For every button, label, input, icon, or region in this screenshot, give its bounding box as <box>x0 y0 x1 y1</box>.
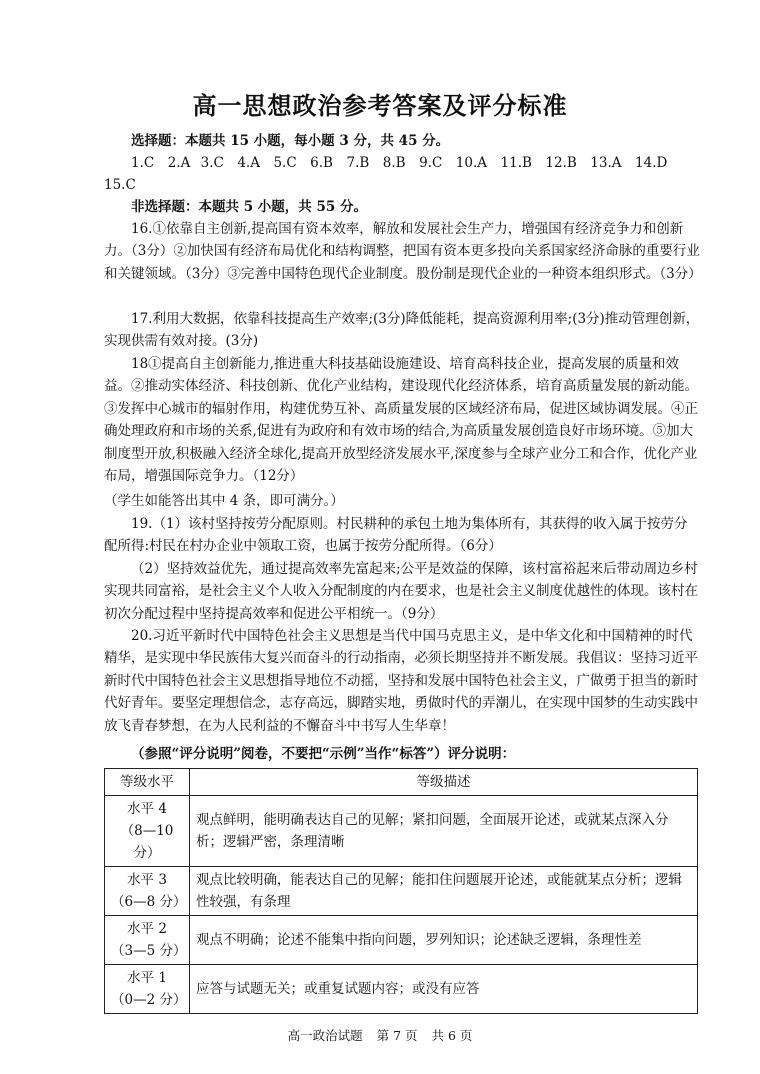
footer-page-number: 第 7 页 <box>376 1028 418 1043</box>
table-row <box>105 867 698 916</box>
rubric-level-desc: 观点鲜明，能明确表达自己的见解；紧扣问题，全面展开论述，或就某点深入分析；逻辑严密，条理清晰 <box>190 796 698 867</box>
rubric-level-desc: 观点比较明确，能表达自己的见解；能扣住问题展开论述，或能就某点分析；逻辑性较强，有条理 <box>190 867 698 916</box>
rubric-table <box>104 768 698 1014</box>
rubric-level-range: （6—8 分） <box>111 894 187 910</box>
rubric-level-desc: 观点不明确；论述不能集中指向问题，罗列知识；论述缺乏逻辑，条理性差 <box>190 916 698 965</box>
page-footer <box>0 1026 760 1044</box>
rubric-header-level: 等级水平 <box>105 769 190 796</box>
rubric-level-range: （3—5 分） <box>111 943 187 959</box>
rubric-level-cell <box>105 796 190 867</box>
rubric-level-cell <box>105 916 190 965</box>
footer-page-total: 共 6 页 <box>431 1028 473 1043</box>
nonchoice-heading: 非选择题：本题共 5 小题，共 55 分。 <box>131 199 367 215</box>
table-row <box>105 796 698 867</box>
rubric-level-range: （8—10 分） <box>120 823 174 861</box>
answer-q19-part2: （2）坚持效益优先，通过提高效率先富起来;公平是效益的保障，该村富裕起来后带动周边乡村实现共同富裕，是社会主义个人收入分配制度的内在要求，也是社会主义制度优越性的体现。该村在初次分配过程中坚持提高效率和促进公平相统一。（9分） <box>104 561 698 622</box>
rubric-intro: （参照“评分说明”阅卷，不要把“示例”当作“标答”）评分说明： <box>131 746 516 762</box>
choice-heading: 选择题：本题共 15 小题，每小题 3 分，共 45 分。 <box>131 133 450 149</box>
table-row <box>105 965 698 1014</box>
footer-subject: 高一政治试题 <box>287 1028 363 1043</box>
answer-q18-note: （学生如能答出其中 4 条，即可满分。） <box>104 493 344 509</box>
answer-q20: 20.习近平新时代中国特色社会主义思想是当代中国马克思主义，是中华文化和中国精神的时代精华，是实现中华民族伟大复兴而奋斗的行动指南，必须长期坚持并不断发展。我倡议：坚持习近平新时代中国特色社会主义思想指导地位不动摇，坚持和发展中国特色社会主义，广做勇于担当的新时代好青年。要坚定理想信念，志存高远，脚踏实地，勇做时代的弄潮儿，在实现中国梦的生动实践中放飞青春梦想，在为人民利益的不懈奋斗中书写人生华章！ <box>104 628 698 734</box>
rubric-level-cell <box>105 867 190 916</box>
answer-q18: 18①提高自主创新能力,推进重大科技基础设施建设、培育高科技企业，提高发展的质量和效益。②推动实体经济、科技创新、优化产业结构，建设现代化经济体系，培育高质量发展的新动能。③发挥中心城市的辐射作用，构建优势互补、高质量发展的区域经济布局，促进区域协调发展。④正确处理政府和市场的关系,促进有为政府和有效市场的结合,为高质量发展创造良好市场环境。⑤加大制度型开放,积极融入经济全球化,提高开放型经济发展水平,深度参与全球产业分工和合作，优化产业布局，增强国际竞争力。（12分） <box>104 356 698 485</box>
page-title: 高一思想政治参考答案及评分标准 <box>192 91 568 120</box>
answer-q19-part1: 19.（1）该村坚持按劳分配原则。村民耕种的承包土地为集体所有，其获得的收入属于按劳分配所得:村民在村办企业中领取工资，也属于按劳分配所得。（6分） <box>104 516 688 555</box>
choice-answers: 1.C 2.A 3.C 4.A 5.C 6.B 7.B 8.B 9.C 10.A 11.B 12.B 13.A 14.D 15.C <box>104 155 681 194</box>
rubric-level-name: 水平 1 <box>127 970 167 986</box>
rubric-level-name: 水平 2 <box>127 921 167 937</box>
rubric-header-desc: 等级描述 <box>190 769 698 796</box>
rubric-level-name: 水平 3 <box>127 872 167 888</box>
rubric-level-cell <box>105 965 190 1014</box>
answer-q17: 17.利用大数据，依靠科技提高生产效率;(3分)降低能耗，提高资源利用率;(3分)推动管理创新，实现供需有效对接。(3分) <box>104 311 700 350</box>
table-row <box>105 916 698 965</box>
rubric-level-range: （0—2 分） <box>111 992 187 1008</box>
rubric-level-name: 水平 4 <box>127 801 167 817</box>
rubric-level-desc: 应答与试题无关；或重复试题内容；或没有应答 <box>190 965 698 1014</box>
answer-q16: 16.①依靠自主创新,提高国有资本效率，解放和发展社会生产力，增强国有经济竞争力和创新力。（3分）②加快国有经济布局优化和结构调整，把国有资本更多投向关系国家经济命脉的重要行业和关键领域。（3分）③完善中国特色现代企业制度。股份制是现代企业的一种资本组织形式。（3分） <box>104 221 702 282</box>
rubric-header-row <box>105 769 698 796</box>
